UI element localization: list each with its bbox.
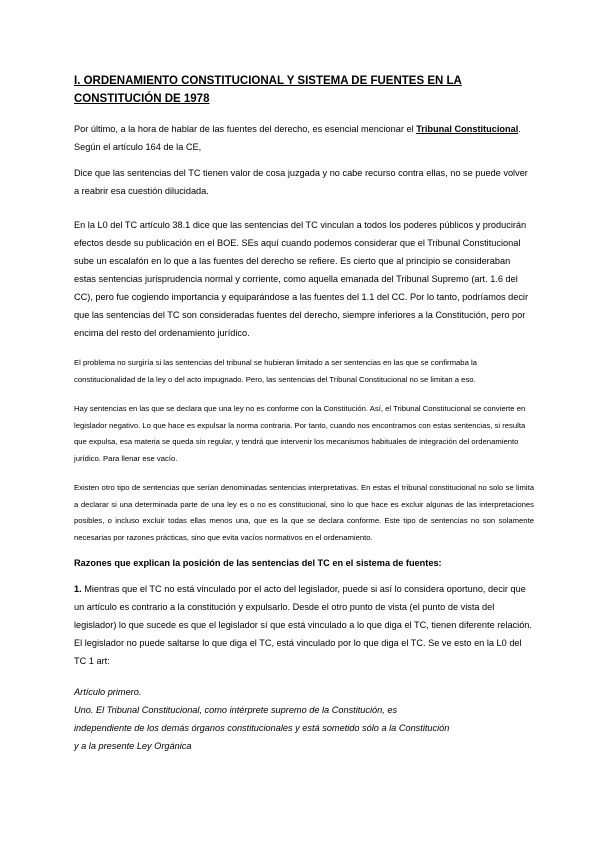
- intro-text-c: . Según el artículo 164 de la CE,: [74, 124, 521, 152]
- paragraph-sentencias-interpretativas: Existen otro tipo de sentencias que serían denominadas sentencias interpretativas. En estas el tribunal constitucional no solo se limita a declarar si una determinada parte de una ley es o no es constitucional, sino lo que hace es excluir algunas de las interpretaciones posibles, o incluso excluir todas ellas menos una, que es la que se declara conforme. Este tipo de sentencias no son solamente necesarias por razones prácticas, sino que evita vacíos normativos en el ordenamiento.: [74, 483, 534, 542]
- title-line-1: I. ORDENAMIENTO CONSTITUCIONAL Y SISTEMA DE FUENTES EN LA: [74, 75, 462, 87]
- document-page: [74, 72, 534, 755]
- quote-line-1: Artículo primero.: [74, 687, 142, 697]
- paragraph-cosa-juzgada: Dice que las sentencias del TC tienen valor de cosa juzgada y no cabe recurso contra ellas, no se puede volver a reabrir esa cuestión dilucidada.: [74, 168, 528, 196]
- paragraph-problema: El problema no surgiría si las sentencias del tribunal se hubieran limitado a ser sentencias en las que se confirmaba la constitucionalidad de la ley o del acto impugnado. Pero, las sentencias del Tribunal Constitucional no se limitan a eso.: [74, 358, 477, 384]
- quote-line-3: independiente de los demás órganos constitucionales y está sometido sólo a la Constitución: [74, 723, 450, 733]
- quote-block: [74, 683, 534, 755]
- paragraph-legislador-negativo: Hay sentencias en las que se declara que una ley no es conforme con la Constitución. Así, el Tribunal Constitucional se convierte en legislador negativo. Lo que hace es expulsar la norma contraria. Por tanto, cuando nos encontramos con estas sentencias, si resulta que expulsa, esa materia se queda sin regular, y tendrá que intervenir los mecanismos habituales de integración del ordenamiento jurídico. Para llenar ese vacío.: [74, 404, 526, 463]
- tribunal-constitucional-term: Tribunal Constitucional: [416, 124, 519, 134]
- paragraph-razon-1: [74, 580, 534, 670]
- quote-line-4: y a la presente Ley Orgánica: [74, 741, 192, 751]
- paragraph-lotc-38: En la L0 del TC artículo 38.1 dice que las sentencias del TC vinculan a todos los poderes públicos y producirán efectos desde su publicación en el BOE. SEs aquí cuando podemos considerar que el Tribunal Constitucional sube un escalafón en lo que a las fuentes del derecho se refiere. Es cierto que al principio se consideraban estas sentencias jurisprudencia normal y corriente, como aquella emanada del Tribunal Supremo (art. 1.6 del CC), pero fue cogiendo importancia y equiparándose a las fuentes del 1.1 del CC. Por lo tanto, podríamos decir que las sentencias del TC son consideradas fuentes del derecho, siempre inferiores a la Constitución, pero por encima del resto del ordenamiento jurídico.: [74, 220, 529, 338]
- intro-text-a: Por último, a la hora de hablar de las fuentes del derecho, es esencial mencionar el: [74, 124, 417, 134]
- page-title: [74, 72, 534, 108]
- razon-1-text: Mientras que el TC no está vinculado por el acto del legislador, puede si así lo considera oportuno, decir que un artículo es contrario a la constitución y expulsarlo. Desde el otro punto de vista (el punto de vista del legislador) lo que sucede es que el legislador sí que está vinculado a lo que diga el TC, tienen diferente relación. El legislador no puede saltarse lo que diga el TC, está vinculado por lo que diga el TC. Se ve esto en la L0 del TC 1 art:: [74, 584, 532, 666]
- paragraph-intro: [74, 120, 534, 156]
- quote-line-2: Uno. El Tribunal Constitucional, como intérprete supremo de la Constitución, es: [74, 705, 398, 715]
- section-heading: Razones que explican la posición de las sentencias del TC en el sistema de fuentes:: [74, 558, 442, 568]
- list-number: 1.: [74, 584, 82, 594]
- title-line-2: CONSTITUCIÓN DE 1978: [74, 93, 210, 105]
